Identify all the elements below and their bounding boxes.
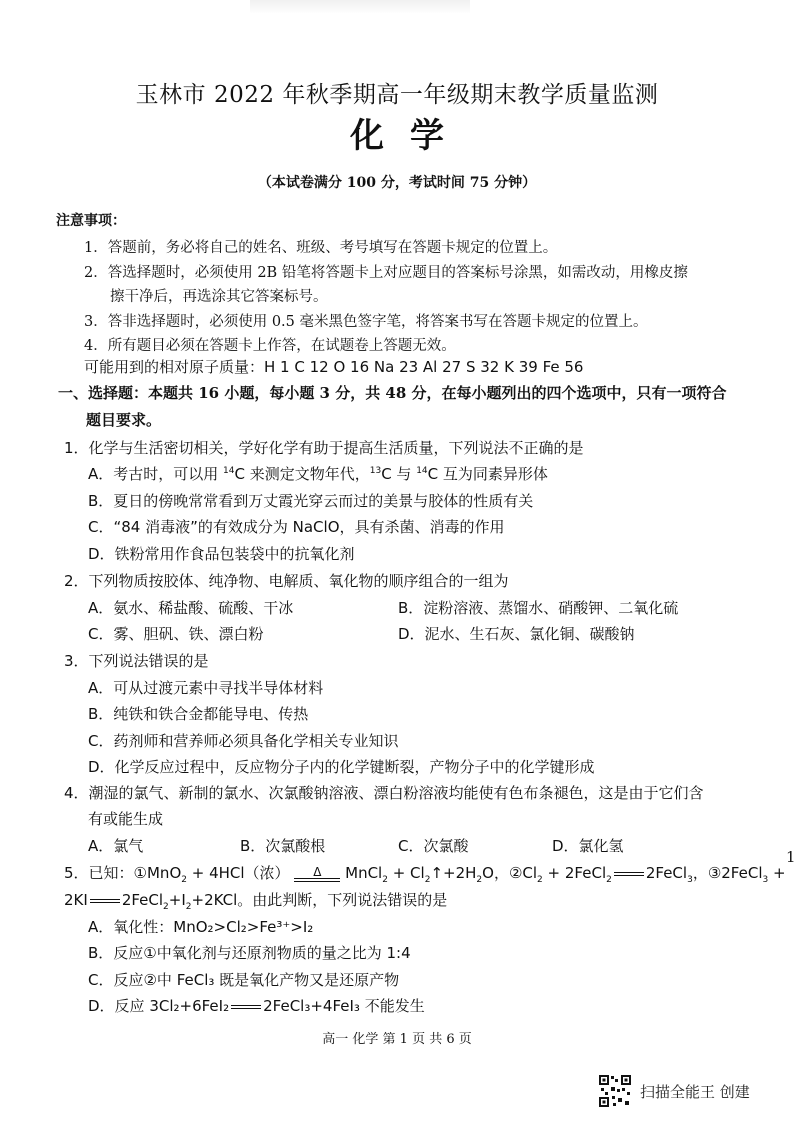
notice-item-3: 3．答非选择题时，必须使用 0.5 毫米黑色签字笔，将答案书写在答题卡规定的位置上。 (84, 314, 648, 330)
exam-title: 玉林市 2022 年秋季期高一年级期末教学质量监测 (135, 82, 659, 108)
q4-option-c: C．次氯酸 (398, 837, 469, 855)
qr-code-icon (598, 1074, 632, 1108)
q5-option-d: D．反应 3Cl₂+6FeI₂ 2FeCl₃+4FeI₃ 不能发生 (88, 997, 425, 1015)
q5-option-c: C．反应②中 FeCl₃ 既是氧化产物又是还原产物 (88, 971, 400, 989)
score-note: （本试卷满分 100 分，考试时间 75 分钟） (257, 175, 537, 191)
section-heading: 一、选择题：本题共 16 小题，每小题 3 分，共 48 分，在每小题列出的四个选项中，只有一项符合 (58, 384, 727, 402)
q2-option-b: B．淀粉溶液、蒸馏水、硝酸钾、二氧化硫 (398, 599, 679, 617)
q3-option-c: C．药剂师和营养师必须具备化学相关专业知识 (88, 732, 399, 750)
q5-stem-cont: 2KI $2FeCl_2+I_2+2KCl$。由此判断，下列说法错误的是 (64, 891, 448, 912)
q3-option-b: B．纯铁和铁合金都能导电、传热 (88, 705, 309, 723)
notice-heading: 注意事项： (56, 213, 126, 229)
section-heading-cont: 题目要求。 (86, 411, 162, 429)
atomic-masses: 可能用到的相对原子质量：H 1 C 12 O 16 Na 23 Al 27 S 32 K 39 Fe 56 (84, 358, 584, 376)
q2-option-c: C．雾、胆矾、铁、漂白粉 (88, 625, 264, 643)
q4-option-d: D．氯化氢 (552, 837, 624, 855)
q3-option-a: A．可从过渡元素中寻找半导体材料 (88, 679, 324, 697)
q5-stem: 5．已知：①MnO$_2$ + 4HCl（浓） Δ MnCl$_2$ + $Cl_2↑+2H_2O$，$②Cl_2$ + 2FeCl$_2$ 2FeCl$_3$，③2FeCl$_3$ + (64, 864, 786, 885)
q3-option-d: D．化学反应过程中，反应物分子内的化学键断裂，产物分子中的化学键形成 (88, 758, 595, 776)
q5-option-b: B．反应①中氧化剂与还原剂物质的量之比为 1:4 (88, 944, 411, 962)
q1-option-b: B．夏日的傍晚常常看到万丈霞光穿云而过的美景与胶体的性质有关 (88, 492, 534, 510)
equals-sign (231, 1005, 261, 1009)
q4-option-a: A．氯气 (88, 837, 144, 855)
scanner-label: 扫描全能王 创建 (640, 1082, 750, 1101)
margin-number: 1 (786, 848, 796, 866)
q1-option-a: A．考古时，可以用 $^{14}$C 来测定文物年代，$^{13}$C 与 $^{14}$C 互为同素异形体 (88, 465, 548, 483)
q1-option-d: D．铁粉常用作食品包装袋中的抗氧化剂 (88, 545, 355, 563)
equals-sign (614, 872, 644, 876)
q2-option-a: A．氨水、稀盐酸、硫酸、干冰 (88, 599, 294, 617)
heat-arrow: Δ (294, 866, 340, 882)
notice-item-2-cont: 擦干净后，再选涂其它答案标号。 (110, 289, 328, 305)
q4-option-b: B．次氯酸根 (240, 837, 326, 855)
q3-stem: 3．下列说法错误的是 (64, 652, 209, 670)
q4-stem: 4．潮湿的氯气、新制的氯水、次氯酸钠溶液、漂白粉溶液均能使有色布条褪色，这是由于它们含 (64, 784, 704, 802)
q5-option-a: A．氧化性：MnO₂>Cl₂>Fe³⁺>I₂ (88, 918, 314, 936)
scanner-watermark (598, 1074, 750, 1108)
q2-stem: 2．下列物质按胶体、纯净物、电解质、氧化物的顺序组合的一组为 (64, 572, 509, 590)
q2-option-d: D．泥水、生石灰、氯化铜、碳酸钠 (398, 625, 635, 643)
q1-stem: 1．化学与生活密切相关，学好化学有助于提高生活质量，下列说法不正确的是 (64, 439, 584, 457)
scan-smudge (250, 0, 470, 14)
q4-stem-cont: 有或能生成 (88, 810, 164, 828)
page-footer: 高一 化学 第 1 页 共 6 页 (322, 1032, 472, 1047)
notice-item-1: 1．答题前，务必将自己的姓名、班级、考号填写在答题卡规定的位置上。 (84, 240, 558, 256)
equals-sign (90, 899, 120, 903)
notice-item-2: 2．答选择题时，必须使用 2B 铅笔将答题卡上对应题目的答案标号涂黑，如需改动，用橡皮擦 (84, 265, 688, 281)
notice-item-4: 4．所有题目必须在答题卡上作答，在试题卷上答题无效。 (84, 338, 456, 354)
q1-option-c: C．“84 消毒液”的有效成分为 NaClO，具有杀菌、消毒的作用 (88, 518, 505, 536)
subject-title: 化学 (350, 116, 470, 156)
